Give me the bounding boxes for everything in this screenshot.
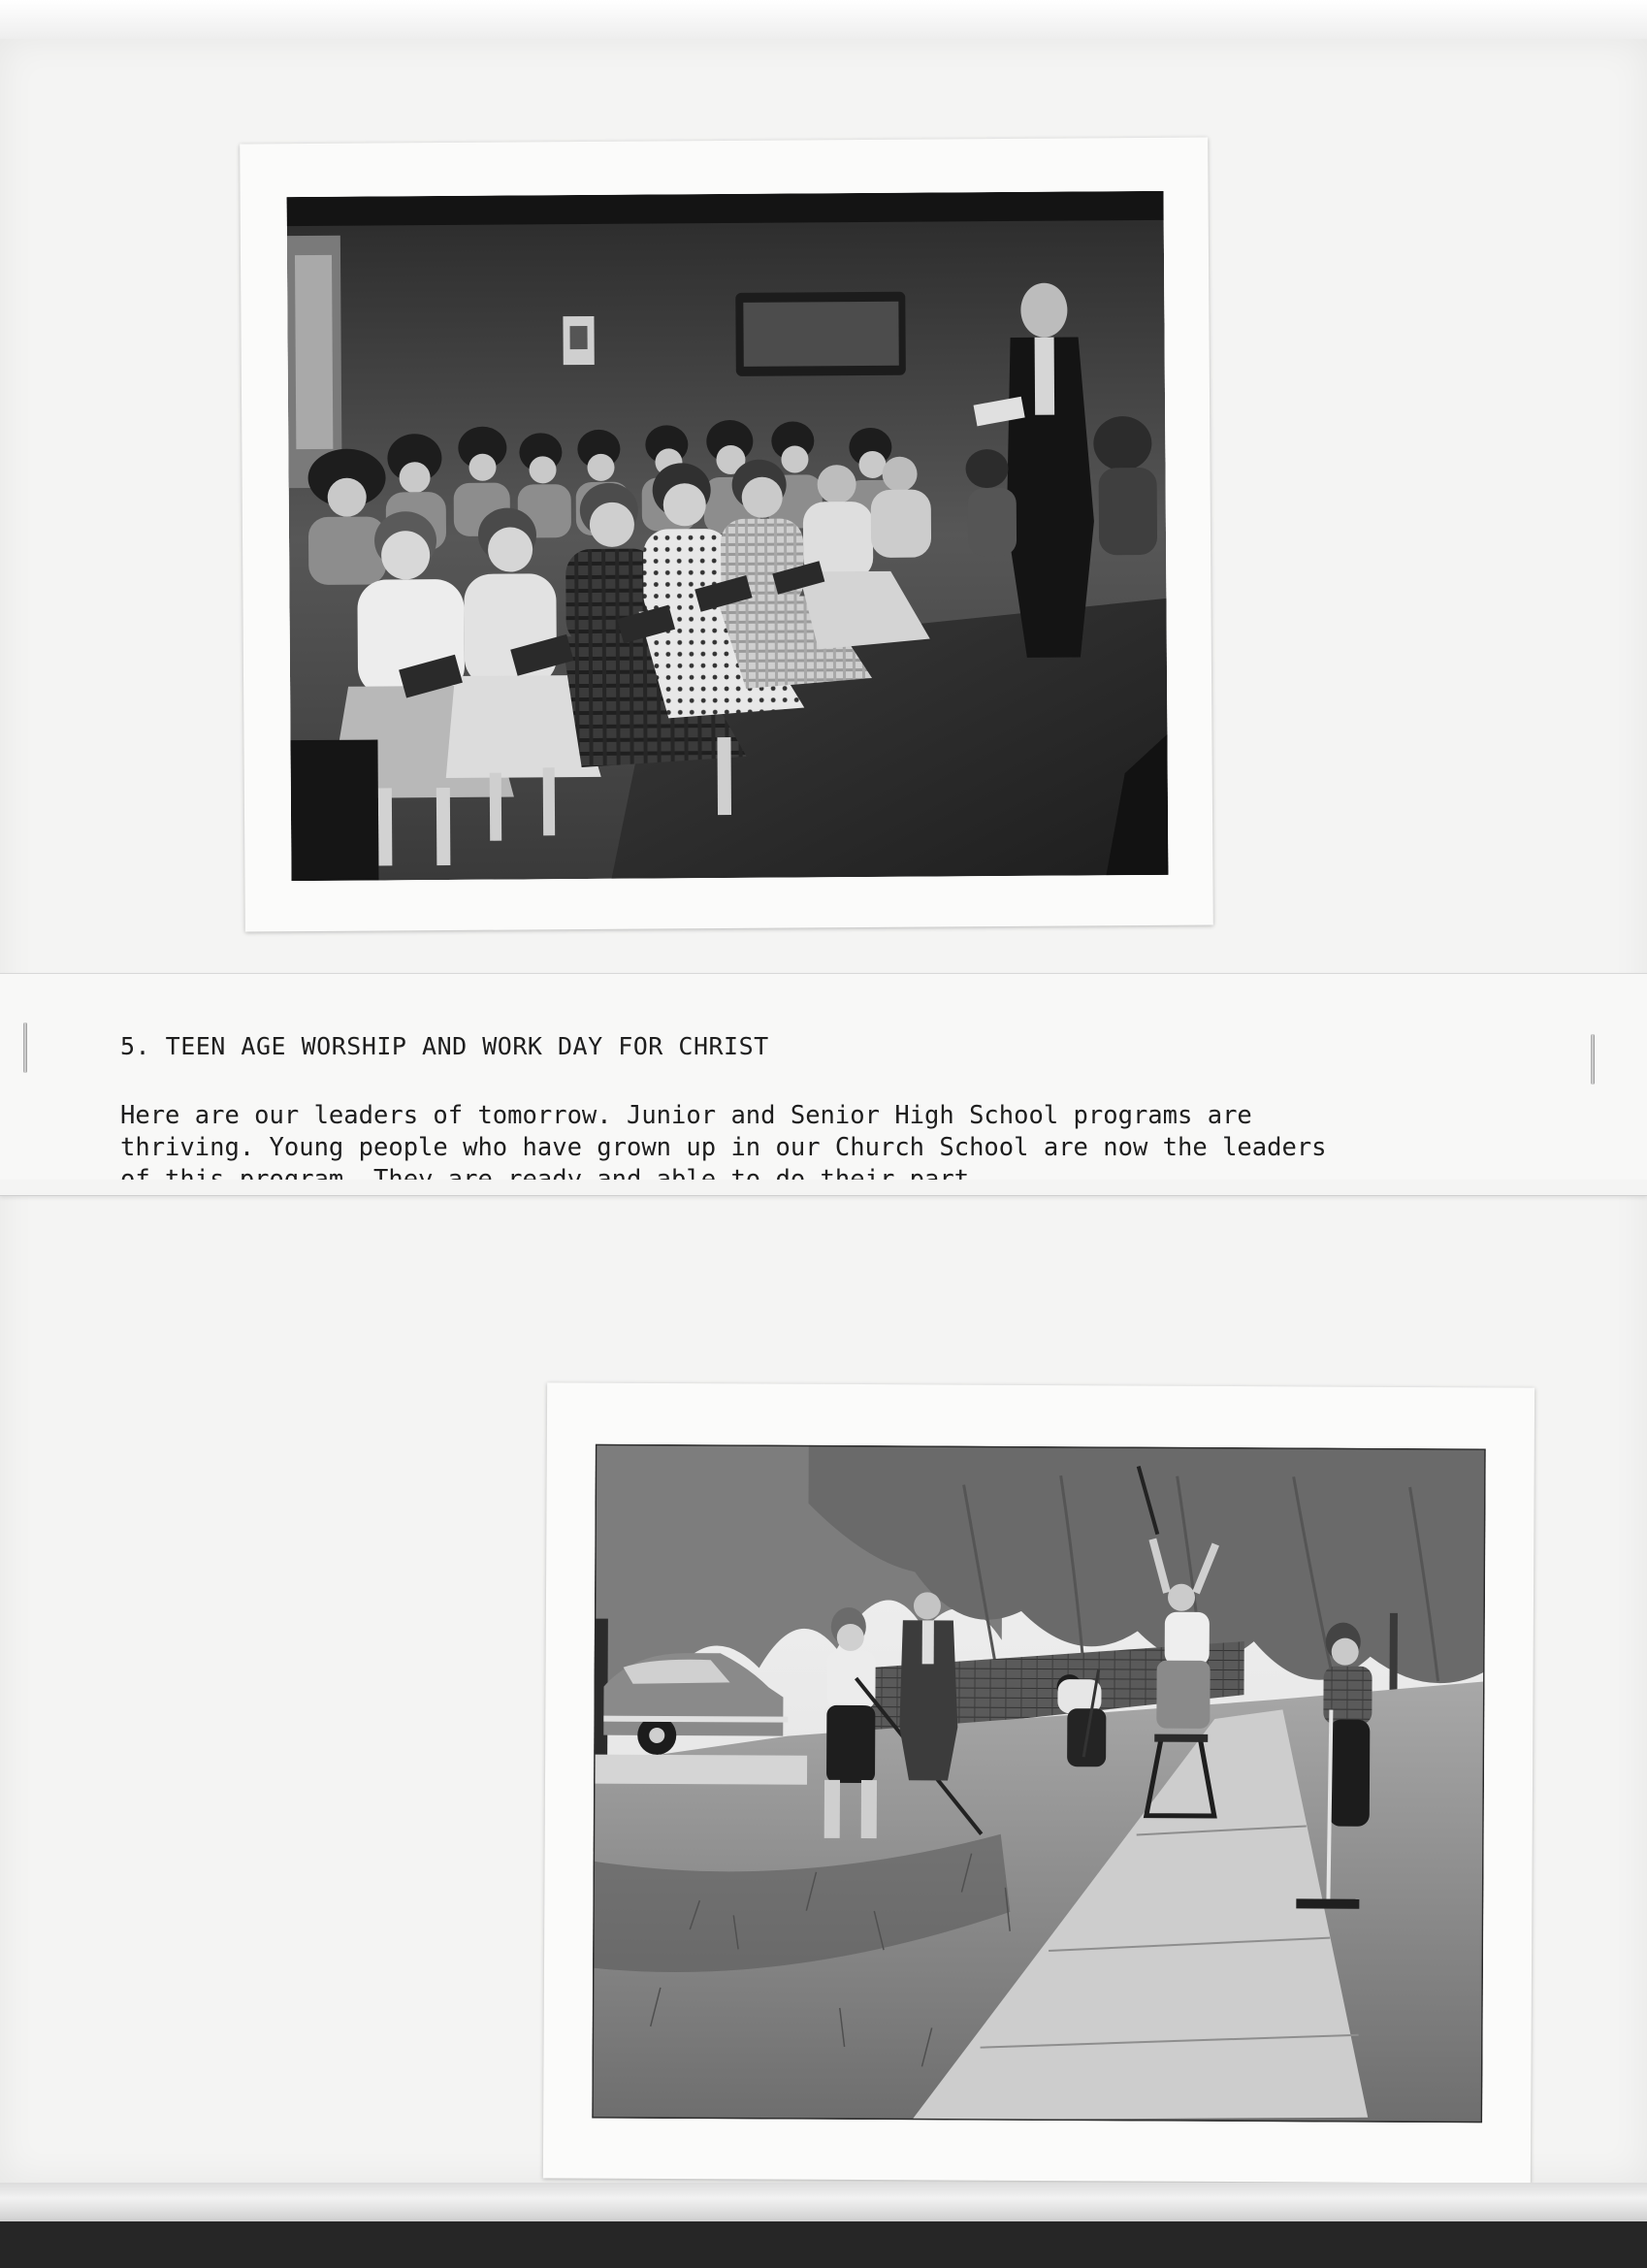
caption-strip-edge [0,1180,1647,1195]
worship-photo-image [287,191,1169,881]
work-day-photo-image [592,1444,1486,2123]
caption-strip [0,973,1647,1196]
photo-mount-worship [240,138,1213,932]
teen-worship-photo [287,191,1169,881]
photo-mount-workday [543,1382,1534,2183]
scan-border-top [0,0,1647,39]
staple-right [1591,1034,1595,1085]
staple-left [23,1022,27,1073]
caption-line-2: thriving. Young people who have grown up in our Church School are now the leaders [120,1133,1327,1162]
work-day-photo [592,1444,1486,2123]
page-bottom-edge [0,2183,1647,2221]
caption-line-1: Here are our leaders of tomorrow. Junior and Senior High School programs are [120,1101,1252,1130]
caption-heading: 5. TEEN AGE WORSHIP AND WORK DAY FOR CHRIST [120,1032,769,1060]
scan-border-bottom [0,2221,1647,2268]
